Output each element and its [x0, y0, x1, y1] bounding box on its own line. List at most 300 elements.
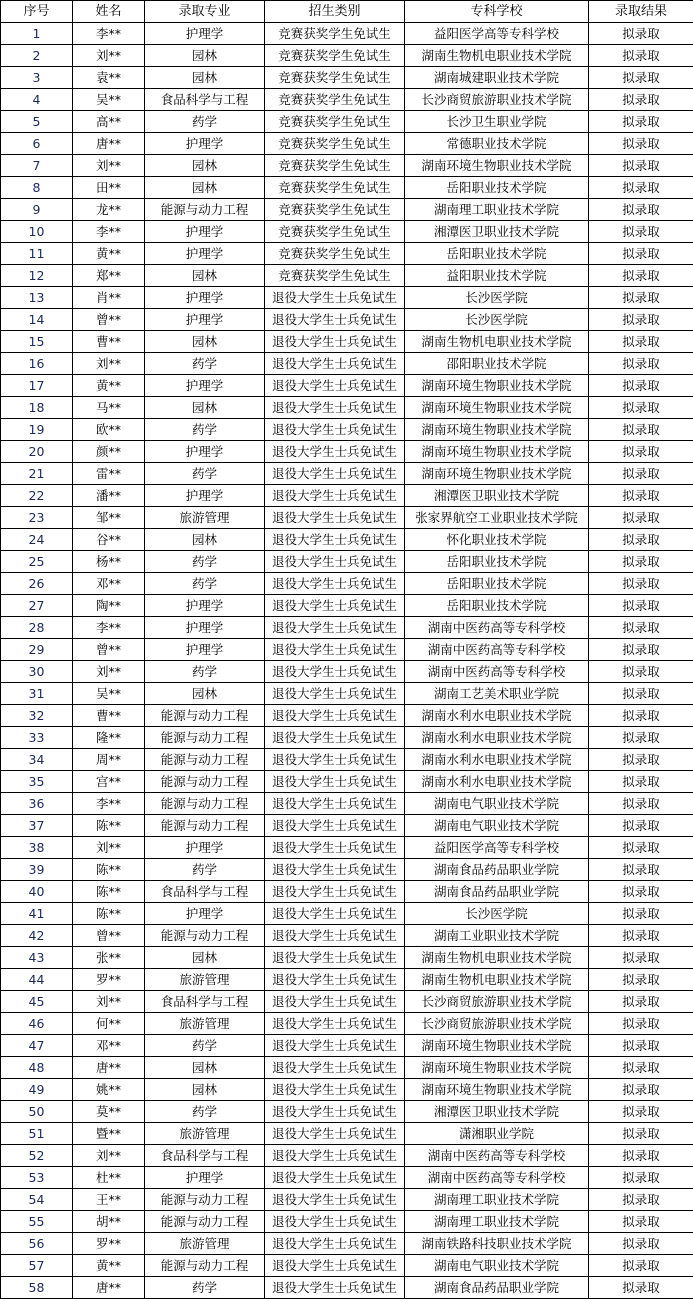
cell-result: 拟录取 [589, 485, 693, 507]
cell-category: 退役大学生士兵免试生 [265, 859, 405, 881]
table-row [1, 1035, 693, 1057]
cell-category: 退役大学生士兵免试生 [265, 1233, 405, 1255]
cell-result: 拟录取 [589, 45, 693, 67]
cell-name: 唐** [73, 1057, 145, 1079]
cell-college: 岳阳职业技术学院 [405, 573, 589, 595]
cell-category: 退役大学生士兵免试生 [265, 947, 405, 969]
cell-result: 拟录取 [589, 617, 693, 639]
cell-category: 退役大学生士兵免试生 [265, 991, 405, 1013]
table-row [1, 705, 693, 727]
cell-category: 退役大学生士兵免试生 [265, 1123, 405, 1145]
table-row [1, 265, 693, 287]
cell-major: 药学 [145, 661, 265, 683]
cell-category: 竞赛获奖学生免试生 [265, 177, 405, 199]
cell-category: 竞赛获奖学生免试生 [265, 133, 405, 155]
table-row [1, 969, 693, 991]
cell-category: 退役大学生士兵免试生 [265, 925, 405, 947]
cell-major: 护理学 [145, 221, 265, 243]
cell-category: 退役大学生士兵免试生 [265, 375, 405, 397]
cell-college: 湖南食品药品职业学院 [405, 1277, 589, 1299]
cell-major: 护理学 [145, 287, 265, 309]
cell-college: 湖南理工职业技术学院 [405, 1211, 589, 1233]
cell-serial: 27 [1, 595, 73, 617]
cell-college: 湖南环境生物职业技术学院 [405, 155, 589, 177]
cell-college: 湖南铁路科技职业技术学院 [405, 1233, 589, 1255]
table-row [1, 199, 693, 221]
cell-result: 拟录取 [589, 991, 693, 1013]
cell-major: 药学 [145, 573, 265, 595]
table-row [1, 1057, 693, 1079]
cell-name: 罗** [73, 969, 145, 991]
cell-serial: 44 [1, 969, 73, 991]
cell-major: 护理学 [145, 837, 265, 859]
cell-name: 田** [73, 177, 145, 199]
table-row [1, 661, 693, 683]
cell-major: 能源与动力工程 [145, 771, 265, 793]
cell-name: 唐** [73, 1277, 145, 1299]
cell-name: 欧** [73, 419, 145, 441]
table-row [1, 1079, 693, 1101]
cell-serial: 20 [1, 441, 73, 463]
cell-major: 护理学 [145, 595, 265, 617]
cell-college: 湖南环境生物职业技术学院 [405, 1079, 589, 1101]
cell-serial: 22 [1, 485, 73, 507]
cell-result: 拟录取 [589, 969, 693, 991]
cell-name: 何** [73, 1013, 145, 1035]
cell-college: 湖南生物机电职业技术学院 [405, 969, 589, 991]
cell-college: 湖南环境生物职业技术学院 [405, 441, 589, 463]
cell-college: 岳阳职业技术学院 [405, 177, 589, 199]
cell-college: 湘潭医卫职业技术学院 [405, 485, 589, 507]
cell-college: 湖南生物机电职业技术学院 [405, 331, 589, 353]
cell-name: 陈** [73, 881, 145, 903]
cell-major: 药学 [145, 463, 265, 485]
cell-name: 曹** [73, 705, 145, 727]
cell-major: 旅游管理 [145, 1233, 265, 1255]
cell-serial: 19 [1, 419, 73, 441]
cell-result: 拟录取 [589, 243, 693, 265]
cell-category: 竞赛获奖学生免试生 [265, 243, 405, 265]
cell-category: 退役大学生士兵免试生 [265, 353, 405, 375]
cell-result: 拟录取 [589, 309, 693, 331]
cell-name: 刘** [73, 155, 145, 177]
cell-category: 竞赛获奖学生免试生 [265, 199, 405, 221]
table-row [1, 1145, 693, 1167]
cell-major: 能源与动力工程 [145, 1255, 265, 1277]
cell-college: 湖南食品药品职业学院 [405, 881, 589, 903]
cell-college: 湘潭医卫职业技术学院 [405, 1101, 589, 1123]
cell-name: 陶** [73, 595, 145, 617]
cell-college: 长沙医学院 [405, 287, 589, 309]
cell-category: 竞赛获奖学生免试生 [265, 23, 405, 45]
cell-major: 能源与动力工程 [145, 705, 265, 727]
cell-serial: 11 [1, 243, 73, 265]
cell-college: 湖南工业职业技术学院 [405, 925, 589, 947]
cell-name: 邓** [73, 1035, 145, 1057]
table-row [1, 177, 693, 199]
cell-college: 湖南中医药高等专科学校 [405, 1145, 589, 1167]
table-row [1, 111, 693, 133]
cell-major: 能源与动力工程 [145, 793, 265, 815]
cell-major: 护理学 [145, 133, 265, 155]
cell-major: 能源与动力工程 [145, 749, 265, 771]
cell-category: 退役大学生士兵免试生 [265, 1167, 405, 1189]
table-row [1, 507, 693, 529]
cell-college: 湘潭医卫职业技术学院 [405, 221, 589, 243]
cell-serial: 40 [1, 881, 73, 903]
cell-serial: 9 [1, 199, 73, 221]
cell-result: 拟录取 [589, 881, 693, 903]
cell-category: 退役大学生士兵免试生 [265, 507, 405, 529]
table-row [1, 375, 693, 397]
cell-category: 退役大学生士兵免试生 [265, 617, 405, 639]
table-row [1, 947, 693, 969]
cell-serial: 43 [1, 947, 73, 969]
cell-category: 退役大学生士兵免试生 [265, 309, 405, 331]
cell-result: 拟录取 [589, 573, 693, 595]
cell-category: 退役大学生士兵免试生 [265, 771, 405, 793]
cell-category: 退役大学生士兵免试生 [265, 397, 405, 419]
cell-category: 退役大学生士兵免试生 [265, 881, 405, 903]
cell-name: 李** [73, 221, 145, 243]
cell-result: 拟录取 [589, 419, 693, 441]
cell-serial: 12 [1, 265, 73, 287]
cell-college: 怀化职业技术学院 [405, 529, 589, 551]
cell-category: 退役大学生士兵免试生 [265, 1035, 405, 1057]
table-row [1, 639, 693, 661]
cell-college: 益阳医学高等专科学校 [405, 837, 589, 859]
table-row [1, 397, 693, 419]
cell-name: 刘** [73, 837, 145, 859]
cell-category: 退役大学生士兵免试生 [265, 793, 405, 815]
table-row [1, 595, 693, 617]
cell-serial: 55 [1, 1211, 73, 1233]
table-row [1, 1101, 693, 1123]
cell-serial: 54 [1, 1189, 73, 1211]
cell-major: 园林 [145, 397, 265, 419]
cell-category: 退役大学生士兵免试生 [265, 485, 405, 507]
cell-name: 吴** [73, 89, 145, 111]
header-name: 姓名 [73, 1, 145, 23]
cell-serial: 8 [1, 177, 73, 199]
table-row [1, 419, 693, 441]
table-row [1, 89, 693, 111]
cell-college: 湖南电气职业技术学院 [405, 815, 589, 837]
cell-name: 邓** [73, 573, 145, 595]
cell-result: 拟录取 [589, 1211, 693, 1233]
cell-name: 曾** [73, 639, 145, 661]
cell-name: 张** [73, 947, 145, 969]
cell-name: 隆** [73, 727, 145, 749]
cell-serial: 53 [1, 1167, 73, 1189]
cell-major: 园林 [145, 177, 265, 199]
cell-serial: 15 [1, 331, 73, 353]
cell-name: 姚** [73, 1079, 145, 1101]
cell-serial: 56 [1, 1233, 73, 1255]
cell-name: 陈** [73, 815, 145, 837]
cell-category: 退役大学生士兵免试生 [265, 529, 405, 551]
cell-category: 退役大学生士兵免试生 [265, 837, 405, 859]
cell-result: 拟录取 [589, 947, 693, 969]
cell-college: 长沙医学院 [405, 903, 589, 925]
cell-serial: 58 [1, 1277, 73, 1299]
cell-major: 旅游管理 [145, 507, 265, 529]
table-row [1, 925, 693, 947]
table-row [1, 23, 693, 45]
cell-result: 拟录取 [589, 221, 693, 243]
cell-result: 拟录取 [589, 815, 693, 837]
cell-category: 退役大学生士兵免试生 [265, 1013, 405, 1035]
cell-serial: 38 [1, 837, 73, 859]
cell-major: 药学 [145, 1101, 265, 1123]
cell-category: 退役大学生士兵免试生 [265, 683, 405, 705]
cell-serial: 25 [1, 551, 73, 573]
cell-college: 湖南环境生物职业技术学院 [405, 419, 589, 441]
cell-result: 拟录取 [589, 1277, 693, 1299]
cell-name: 暨** [73, 1123, 145, 1145]
cell-major: 药学 [145, 353, 265, 375]
cell-major: 园林 [145, 529, 265, 551]
table-row [1, 1013, 693, 1035]
cell-serial: 23 [1, 507, 73, 529]
table-row [1, 1277, 693, 1299]
cell-serial: 28 [1, 617, 73, 639]
cell-name: 马** [73, 397, 145, 419]
cell-college: 湖南生物机电职业技术学院 [405, 45, 589, 67]
cell-major: 药学 [145, 1035, 265, 1057]
table-row [1, 353, 693, 375]
cell-major: 药学 [145, 419, 265, 441]
cell-name: 吴** [73, 683, 145, 705]
cell-category: 退役大学生士兵免试生 [265, 639, 405, 661]
table-row [1, 331, 693, 353]
cell-major: 园林 [145, 45, 265, 67]
cell-category: 退役大学生士兵免试生 [265, 1189, 405, 1211]
cell-major: 护理学 [145, 903, 265, 925]
table-row [1, 529, 693, 551]
cell-college: 湖南中医药高等专科学校 [405, 617, 589, 639]
cell-category: 退役大学生士兵免试生 [265, 573, 405, 595]
cell-college: 益阳职业技术学院 [405, 265, 589, 287]
cell-major: 药学 [145, 551, 265, 573]
cell-category: 退役大学生士兵免试生 [265, 551, 405, 573]
cell-college: 湖南中医药高等专科学校 [405, 661, 589, 683]
cell-category: 退役大学生士兵免试生 [265, 463, 405, 485]
cell-name: 颜** [73, 441, 145, 463]
cell-major: 食品科学与工程 [145, 89, 265, 111]
cell-serial: 29 [1, 639, 73, 661]
cell-college: 邵阳职业技术学院 [405, 353, 589, 375]
cell-name: 周** [73, 749, 145, 771]
cell-name: 杨** [73, 551, 145, 573]
cell-college: 长沙商贸旅游职业技术学院 [405, 991, 589, 1013]
cell-result: 拟录取 [589, 793, 693, 815]
cell-college: 湖南环境生物职业技术学院 [405, 375, 589, 397]
cell-result: 拟录取 [589, 1145, 693, 1167]
cell-major: 能源与动力工程 [145, 727, 265, 749]
cell-serial: 48 [1, 1057, 73, 1079]
cell-name: 曾** [73, 925, 145, 947]
cell-category: 退役大学生士兵免试生 [265, 287, 405, 309]
table-row [1, 771, 693, 793]
cell-result: 拟录取 [589, 1189, 693, 1211]
cell-result: 拟录取 [589, 837, 693, 859]
table-row [1, 815, 693, 837]
cell-college: 岳阳职业技术学院 [405, 595, 589, 617]
cell-result: 拟录取 [589, 177, 693, 199]
cell-major: 能源与动力工程 [145, 815, 265, 837]
cell-name: 刘** [73, 661, 145, 683]
cell-serial: 32 [1, 705, 73, 727]
cell-result: 拟录取 [589, 595, 693, 617]
cell-name: 杜** [73, 1167, 145, 1189]
table-row [1, 1167, 693, 1189]
cell-name: 唐** [73, 133, 145, 155]
cell-college: 长沙商贸旅游职业技术学院 [405, 1013, 589, 1035]
cell-major: 护理学 [145, 23, 265, 45]
cell-category: 退役大学生士兵免试生 [265, 727, 405, 749]
cell-serial: 3 [1, 67, 73, 89]
cell-college: 潇湘职业学院 [405, 1123, 589, 1145]
cell-major: 园林 [145, 331, 265, 353]
cell-major: 园林 [145, 1079, 265, 1101]
cell-result: 拟录取 [589, 925, 693, 947]
table-row [1, 617, 693, 639]
cell-serial: 45 [1, 991, 73, 1013]
cell-category: 退役大学生士兵免试生 [265, 419, 405, 441]
cell-name: 王** [73, 1189, 145, 1211]
table-row [1, 441, 693, 463]
cell-major: 食品科学与工程 [145, 881, 265, 903]
table-row [1, 903, 693, 925]
table-row [1, 1211, 693, 1233]
cell-category: 竞赛获奖学生免试生 [265, 265, 405, 287]
cell-result: 拟录取 [589, 287, 693, 309]
cell-serial: 14 [1, 309, 73, 331]
table-row [1, 1255, 693, 1277]
cell-result: 拟录取 [589, 397, 693, 419]
cell-category: 退役大学生士兵免试生 [265, 661, 405, 683]
table-header-row [1, 1, 693, 23]
table-row [1, 485, 693, 507]
cell-category: 退役大学生士兵免试生 [265, 969, 405, 991]
cell-result: 拟录取 [589, 441, 693, 463]
header-major: 录取专业 [145, 1, 265, 23]
cell-result: 拟录取 [589, 67, 693, 89]
cell-category: 退役大学生士兵免试生 [265, 1057, 405, 1079]
cell-serial: 10 [1, 221, 73, 243]
cell-college: 湖南中医药高等专科学校 [405, 1167, 589, 1189]
cell-result: 拟录取 [589, 551, 693, 573]
cell-name: 陈** [73, 859, 145, 881]
cell-serial: 17 [1, 375, 73, 397]
cell-college: 益阳医学高等专科学校 [405, 23, 589, 45]
cell-result: 拟录取 [589, 23, 693, 45]
cell-college: 湖南城建职业技术学院 [405, 67, 589, 89]
cell-result: 拟录取 [589, 507, 693, 529]
cell-college: 湖南环境生物职业技术学院 [405, 1035, 589, 1057]
cell-category: 退役大学生士兵免试生 [265, 595, 405, 617]
table-row [1, 749, 693, 771]
table-row [1, 463, 693, 485]
cell-serial: 34 [1, 749, 73, 771]
cell-major: 护理学 [145, 375, 265, 397]
table-row [1, 1123, 693, 1145]
cell-serial: 1 [1, 23, 73, 45]
table-row [1, 67, 693, 89]
cell-category: 退役大学生士兵免试生 [265, 749, 405, 771]
cell-serial: 50 [1, 1101, 73, 1123]
cell-serial: 35 [1, 771, 73, 793]
cell-name: 李** [73, 793, 145, 815]
table-row [1, 287, 693, 309]
table-row [1, 837, 693, 859]
cell-name: 刘** [73, 1145, 145, 1167]
cell-major: 园林 [145, 947, 265, 969]
cell-serial: 46 [1, 1013, 73, 1035]
cell-college: 湖南环境生物职业技术学院 [405, 1057, 589, 1079]
cell-name: 宫** [73, 771, 145, 793]
cell-serial: 52 [1, 1145, 73, 1167]
cell-category: 竞赛获奖学生免试生 [265, 155, 405, 177]
cell-category: 退役大学生士兵免试生 [265, 1211, 405, 1233]
cell-serial: 4 [1, 89, 73, 111]
cell-category: 竞赛获奖学生免试生 [265, 221, 405, 243]
cell-major: 旅游管理 [145, 1013, 265, 1035]
cell-result: 拟录取 [589, 199, 693, 221]
cell-major: 护理学 [145, 309, 265, 331]
cell-result: 拟录取 [589, 727, 693, 749]
table-body [1, 23, 693, 1299]
cell-name: 刘** [73, 353, 145, 375]
cell-result: 拟录取 [589, 529, 693, 551]
cell-serial: 49 [1, 1079, 73, 1101]
cell-name: 李** [73, 23, 145, 45]
cell-result: 拟录取 [589, 1123, 693, 1145]
table-row [1, 859, 693, 881]
table-row [1, 133, 693, 155]
cell-major: 护理学 [145, 639, 265, 661]
cell-serial: 24 [1, 529, 73, 551]
cell-serial: 51 [1, 1123, 73, 1145]
cell-result: 拟录取 [589, 1101, 693, 1123]
cell-category: 退役大学生士兵免试生 [265, 1101, 405, 1123]
header-result: 录取结果 [589, 1, 693, 23]
cell-major: 能源与动力工程 [145, 1189, 265, 1211]
cell-name: 肖** [73, 287, 145, 309]
header-serial: 序号 [1, 1, 73, 23]
cell-category: 退役大学生士兵免试生 [265, 903, 405, 925]
table-row [1, 793, 693, 815]
cell-result: 拟录取 [589, 133, 693, 155]
cell-name: 谷** [73, 529, 145, 551]
cell-result: 拟录取 [589, 859, 693, 881]
cell-major: 园林 [145, 155, 265, 177]
cell-name: 胡** [73, 1211, 145, 1233]
table-row [1, 155, 693, 177]
table-row [1, 727, 693, 749]
cell-major: 食品科学与工程 [145, 1145, 265, 1167]
cell-major: 药学 [145, 111, 265, 133]
cell-serial: 39 [1, 859, 73, 881]
cell-name: 黄** [73, 1255, 145, 1277]
cell-name: 龙** [73, 199, 145, 221]
cell-result: 拟录取 [589, 375, 693, 397]
cell-name: 莫** [73, 1101, 145, 1123]
cell-college: 长沙医学院 [405, 309, 589, 331]
cell-result: 拟录取 [589, 639, 693, 661]
table-row [1, 881, 693, 903]
